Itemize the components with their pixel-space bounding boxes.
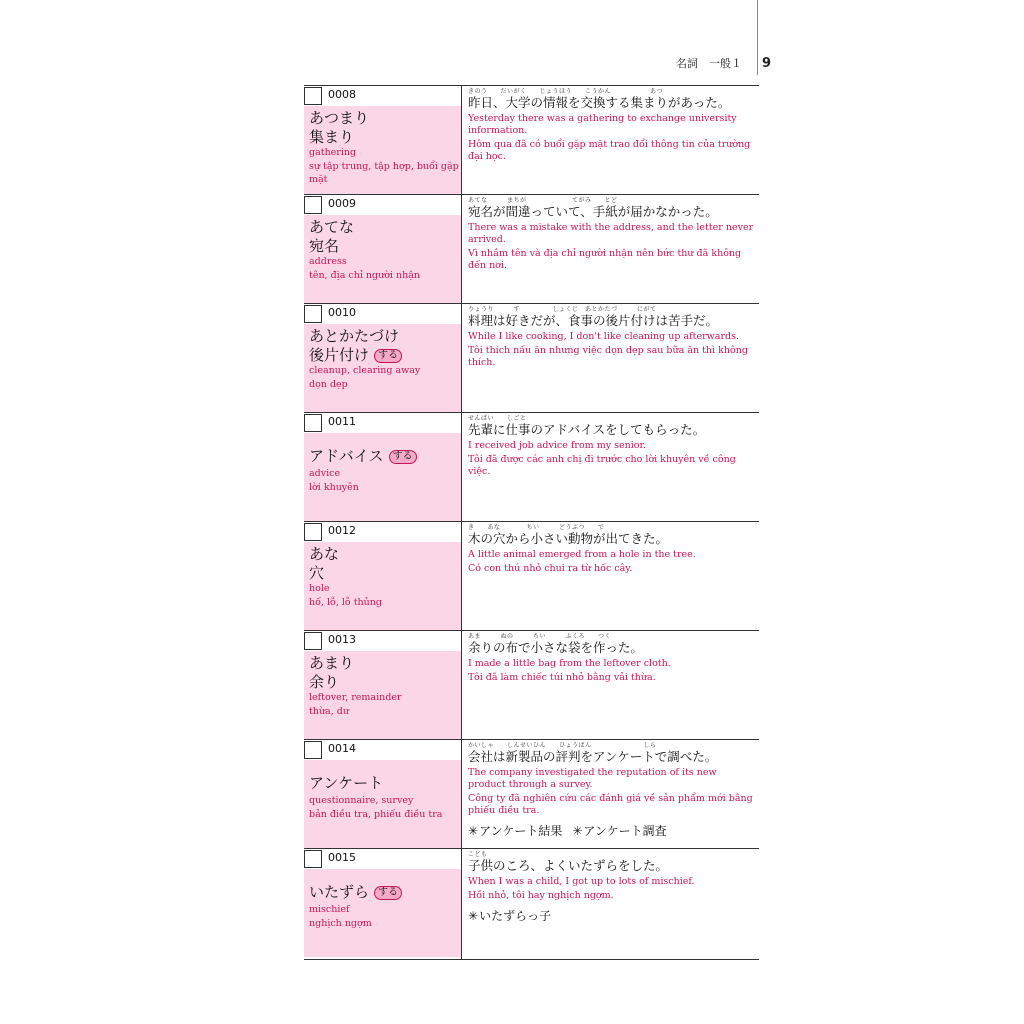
example-japanese: 会社は新製品の評判をアンケートで調べた。 (468, 749, 718, 764)
entry-vietnamese: nghịch ngợm (309, 918, 372, 929)
example-japanese: 木の穴から小さい動物が出てきた。 (468, 531, 669, 546)
example-vietnamese: Tôi đã được các anh chị đi trước cho lời khuyên về công việc. (468, 454, 736, 477)
entry-kanji: 穴 (309, 564, 325, 582)
entry-word-panel (304, 195, 461, 303)
entry-kanji-line (309, 447, 417, 466)
entry-id-row (304, 740, 461, 760)
entry-english: leftover, remainder (309, 692, 402, 703)
entry-word-box (304, 106, 461, 194)
example-english: When I was a child, I got up to lots of mischief. (468, 876, 695, 887)
entry-word-panel (304, 413, 461, 521)
example-furigana: あてな まちが てがみ とど (468, 197, 618, 204)
example-vietnamese: Tôi thích nấu ăn nhưng việc dọn dẹp sau bữa ăn thì không thích. (468, 345, 748, 368)
entry-english: mischief (309, 904, 350, 915)
entry-word-panel (304, 631, 461, 739)
related-phrase: いたずらっ子 (479, 909, 552, 923)
entry-kana: あてな (309, 218, 355, 236)
section-title: 名詞 一般１ (676, 57, 742, 70)
entry-example-panel (468, 195, 758, 303)
related-phrases (468, 908, 551, 924)
entry-kanji: 宛名 (309, 237, 340, 255)
suru-badge: する (389, 450, 417, 464)
example-japanese: 昨日、大学の情報を交換する集まりがあった。 (468, 95, 731, 110)
entry-english: cleanup, clearing away (309, 365, 421, 376)
entry-example-panel (468, 631, 758, 739)
entry-kanji: 集まり (309, 128, 355, 146)
entry-vietnamese: sự tập trung, tập hợp, buổi gặp mặt (309, 161, 459, 185)
example-vietnamese: Tôi đã làm chiếc túi nhỏ bằng vải thừa. (468, 672, 656, 683)
entry-kanji-line (309, 673, 339, 692)
suru-badge: する (374, 886, 402, 900)
study-checkbox[interactable] (304, 632, 322, 650)
entry-kanji-line (309, 564, 324, 583)
suru-badge: する (374, 349, 402, 363)
example-japanese: 料理は好きだが、食事の後片付けは苦手だ。 (468, 313, 719, 328)
entry-vietnamese: bản điều tra, phiếu điều tra (309, 809, 443, 820)
related-phrases (468, 823, 667, 839)
example-japanese: 余りの布で小さな袋を作った。 (468, 640, 644, 655)
entry-word-panel (304, 740, 461, 848)
entry-kanji-line (309, 883, 402, 902)
example-japanese: 宛名が間違っていて、手紙が届かなかった。 (468, 204, 718, 219)
entry-kanji-line (309, 346, 402, 365)
entry-id-row (304, 304, 461, 324)
entry-example-panel (468, 86, 758, 194)
study-checkbox[interactable] (304, 523, 322, 541)
entry-id-row (304, 522, 461, 542)
entry-example-panel (468, 413, 758, 521)
example-english: The company investigated the reputation of its new product through a survey. (468, 767, 717, 790)
example-japanese: 先輩に仕事のアドバイスをしてもらった。 (468, 422, 706, 437)
related-phrase: アンケート調査 (583, 824, 667, 838)
vocab-entry (304, 522, 759, 631)
entry-number: 0013 (328, 633, 356, 646)
study-checkbox[interactable] (304, 87, 322, 105)
entry-word-box (304, 760, 461, 848)
entry-number: 0012 (328, 524, 356, 537)
entry-number: 0008 (328, 88, 356, 101)
example-english: While I like cooking, I don't like cleaning up afterwards. (468, 331, 739, 342)
entry-number: 0015 (328, 851, 356, 864)
vocab-table (304, 85, 759, 960)
entry-id-row (304, 413, 461, 433)
entry-word-panel (304, 522, 461, 630)
vocab-entry (304, 740, 759, 849)
entry-id-row (304, 631, 461, 651)
entry-vietnamese: tên, địa chỉ người nhận (309, 270, 421, 281)
entry-number: 0014 (328, 742, 356, 755)
entry-word-box (304, 869, 461, 957)
example-furigana: りょうり す しょくじ あとかたづ にがて (468, 306, 657, 313)
entry-kanji-line (309, 237, 339, 256)
example-english: I made a little bag from the leftover cloth. (468, 658, 671, 669)
example-furigana: かいしゃ しんせいひん ひょうばん しら (468, 742, 657, 749)
example-english: Yesterday there was a gathering to exchange university information. (468, 113, 737, 136)
example-japanese: 子供のころ、よくいたずらをした。 (468, 858, 669, 873)
entry-word-panel (304, 86, 461, 194)
example-furigana: き あな ちい どうぶつ で (468, 524, 605, 531)
entry-kanji: アドバイス (309, 447, 384, 465)
entry-number: 0010 (328, 306, 356, 319)
vocab-entry (304, 195, 759, 304)
page-number: 9 (762, 56, 772, 71)
entry-english: advice (309, 468, 341, 479)
entry-kanji-line (309, 774, 383, 793)
entry-word-box (304, 542, 461, 630)
example-english: There was a mistake with the address, and the letter never arrived. (468, 222, 754, 245)
entry-number: 0011 (328, 415, 356, 428)
related-phrase: アンケート結果 (479, 824, 563, 838)
page-header (600, 55, 770, 73)
entry-vietnamese: dọn dẹp (309, 379, 348, 390)
entry-word-box (304, 215, 461, 303)
asterisk-icon: ✳ (468, 824, 479, 838)
entry-vietnamese: thừa, dư (309, 706, 349, 717)
entry-word-panel (304, 849, 461, 957)
asterisk-icon: ✳ (468, 909, 479, 923)
entry-word-box (304, 433, 461, 521)
entry-vietnamese: lời khuyên (309, 482, 359, 493)
study-checkbox[interactable] (304, 305, 322, 323)
entry-word-box (304, 651, 461, 739)
entry-english: questionnaire, survey (309, 795, 414, 806)
entry-english: address (309, 256, 347, 267)
entry-kana: あな (309, 545, 340, 563)
entry-kana: あつまり (309, 109, 370, 127)
entry-number: 0009 (328, 197, 356, 210)
entry-word-panel (304, 304, 461, 412)
example-furigana: せんぱい しごと (468, 415, 527, 422)
study-checkbox[interactable] (304, 414, 322, 432)
example-english: I received job advice from my senior. (468, 440, 646, 451)
entry-english: hole (309, 583, 330, 594)
entry-id-row (304, 86, 461, 106)
vocab-entry (304, 631, 759, 740)
entry-example-panel (468, 522, 758, 630)
example-furigana: あま ぬの ちい ふくろ つく (468, 633, 612, 640)
example-vietnamese: Vì nhầm tên và địa chỉ người nhận nên bức thư đã không đến nơi. (468, 248, 742, 271)
vocab-entry (304, 86, 759, 195)
entry-id-row (304, 849, 461, 869)
example-vietnamese: Hồi nhỏ, tôi hay nghịch ngợm. (468, 890, 614, 901)
entry-example-panel (468, 740, 758, 848)
entry-kanji: 後片付け (309, 346, 370, 364)
example-vietnamese: Có con thú nhỏ chui ra từ hốc cây. (468, 563, 633, 574)
example-furigana: こども (468, 851, 488, 858)
vocab-entry (304, 413, 759, 522)
entry-kanji: いたずら (309, 883, 370, 901)
vocab-entry (304, 849, 759, 958)
study-checkbox[interactable] (304, 850, 322, 868)
entry-kanji-line (309, 128, 354, 147)
example-vietnamese: Hôm qua đã có buổi gặp mặt trao đổi thông tin của trường đại học. (468, 139, 751, 162)
study-checkbox[interactable] (304, 196, 322, 214)
example-furigana: きのう だいがく じょうほう こうかん あつ (468, 88, 664, 95)
entry-id-row (304, 195, 461, 215)
entry-english: gathering (309, 147, 357, 158)
entry-kana: あとかたづけ (309, 327, 400, 345)
entry-example-panel (468, 849, 758, 957)
entry-kanji: アンケート (309, 774, 384, 792)
entry-vietnamese: hố, lỗ, lỗ thủng (309, 597, 382, 608)
entry-kanji: 余り (309, 673, 340, 691)
asterisk-icon: ✳ (572, 824, 583, 838)
entry-example-panel (468, 304, 758, 412)
example-vietnamese: Công ty đã nghiên cứu các đánh giá về sản phẩm mới bằng phiếu điều tra. (468, 793, 753, 816)
entry-kana: あまり (309, 654, 355, 672)
example-english: A little animal emerged from a hole in the tree. (468, 549, 696, 560)
study-checkbox[interactable] (304, 741, 322, 759)
vocab-entry (304, 304, 759, 413)
entry-word-box (304, 324, 461, 412)
